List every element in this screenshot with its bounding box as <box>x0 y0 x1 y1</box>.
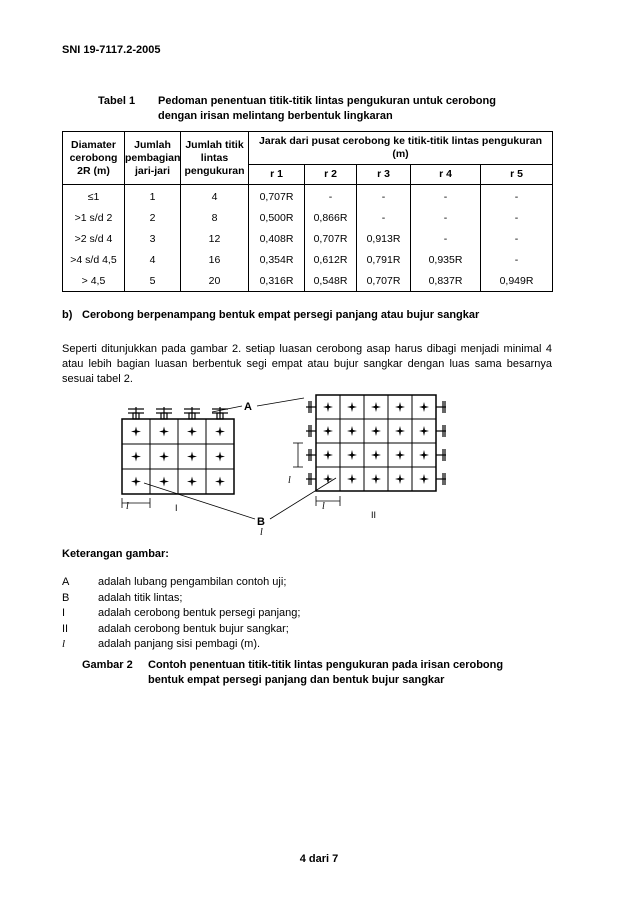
label-B: B <box>257 516 265 528</box>
label-I: I <box>175 503 178 513</box>
sampling-port <box>212 407 228 419</box>
table-cell: - <box>357 185 411 208</box>
figure-2-title-line1: Contoh penentuan titik-titik lintas pengukuran pada irisan cerobong <box>148 659 504 671</box>
sampling-port <box>436 425 446 437</box>
legend-title: Keterangan gambar: <box>62 548 169 560</box>
legend-list <box>62 575 300 653</box>
sampling-port <box>156 407 172 419</box>
legend-item: B adalah titik lintas; <box>62 591 183 604</box>
header-r2: r 2 <box>305 165 357 185</box>
traverse-point <box>371 450 381 460</box>
traverse-point <box>215 477 225 487</box>
table-cell: 0,316R <box>249 270 305 292</box>
traverse-point <box>395 474 405 484</box>
table-row <box>63 207 553 228</box>
header-jarak: Jarak dari pusat cerobong ke titik-titik lintas pengukuran (m) <box>249 132 553 165</box>
legend-item: I adalah cerobong bentuk persegi panjang; <box>62 607 301 619</box>
traverse-point <box>395 426 405 436</box>
table-row <box>63 270 553 292</box>
document-id: SNI 19-7117.2-2005 <box>62 44 161 56</box>
traverse-point <box>159 452 169 462</box>
traverse-point <box>159 427 169 437</box>
table-cell: 0,408R <box>249 228 305 249</box>
sampling-port <box>436 401 446 413</box>
legend-item: A adalah lubang pengambilan contoh uji; <box>62 576 287 588</box>
sampling-port <box>306 473 316 485</box>
header-diameter: Diamater cerobong 2R (m) <box>63 132 125 185</box>
table-cell: 0,707R <box>305 228 357 249</box>
traverse-point <box>347 426 357 436</box>
table-cell: - <box>481 228 553 249</box>
header-r5: r 5 <box>481 165 553 185</box>
table-cell: 0,548R <box>305 270 357 292</box>
traverse-point <box>347 402 357 412</box>
leader-line-B <box>144 483 255 519</box>
label-A: A <box>244 401 252 413</box>
table-cell: 3 <box>125 228 181 249</box>
section-b-title: Cerobong berpenampang bentuk empat persegi panjang atau bujur sangkar <box>82 309 480 321</box>
header-jumlah-pembagian: Jumlah pembagian jari-jari <box>125 132 181 185</box>
label-l-bottom: l <box>260 527 263 535</box>
label-l-square: l <box>322 501 325 512</box>
table-cell: - <box>411 207 481 228</box>
section-b-heading <box>62 309 479 321</box>
table-row <box>63 228 553 249</box>
table-cell: 4 <box>125 249 181 270</box>
figure-2-diagram <box>112 385 552 535</box>
table-cell: 0,612R <box>305 249 357 270</box>
table-cell: ≤1 <box>63 185 125 208</box>
traverse-point <box>187 427 197 437</box>
sampling-port <box>128 407 144 419</box>
traverse-point <box>347 474 357 484</box>
table-cell: 12 <box>181 228 249 249</box>
page-number: 4 dari 7 <box>299 853 339 865</box>
table-cell: 1 <box>125 185 181 208</box>
sampling-port <box>306 425 316 437</box>
traverse-point <box>131 477 141 487</box>
traverse-point <box>215 452 225 462</box>
table-1-label: Tabel 1 <box>98 95 136 107</box>
label-l-side: l <box>288 475 291 486</box>
table-cell: 20 <box>181 270 249 292</box>
traverse-point <box>187 477 197 487</box>
leader-line-B <box>270 478 336 519</box>
traverse-point <box>395 450 405 460</box>
traverse-point <box>323 426 333 436</box>
table-cell: >4 s/d 4,5 <box>63 249 125 270</box>
figure-2-label: Gambar 2 <box>82 659 133 671</box>
traverse-point <box>395 402 405 412</box>
table-cell: 5 <box>125 270 181 292</box>
table-cell: 0,949R <box>481 270 553 292</box>
table-cell: - <box>411 228 481 249</box>
traverse-point <box>323 402 333 412</box>
label-l-rect: l <box>126 501 129 512</box>
leader-line-A <box>257 398 304 406</box>
sampling-port <box>306 449 316 461</box>
table-cell: 0,791R <box>357 249 411 270</box>
table-cell: >2 s/d 4 <box>63 228 125 249</box>
table-cell: - <box>481 185 553 208</box>
table-1-caption <box>98 94 496 124</box>
sampling-port <box>306 401 316 413</box>
traverse-point <box>419 426 429 436</box>
figure-2-title-line2: bentuk empat persegi panjang dan bentuk bujur sangkar <box>148 674 445 686</box>
table-cell: 0,866R <box>305 207 357 228</box>
sampling-port <box>436 449 446 461</box>
traverse-point <box>419 450 429 460</box>
body-paragraph: Seperti ditunjukkan pada gambar 2. setiap luasan cerobong asap harus dibagi menjadi minimal 4 atau lebih bagian luasan berbentuk segi empat atau bujur sangkar dengan luas sama besarnya sesuai tabel 2. <box>62 343 552 385</box>
header-jumlah-titik: Jumlah titik lintas pengukuran <box>181 132 249 185</box>
header-r4: r 4 <box>411 165 481 185</box>
table-cell: 2 <box>125 207 181 228</box>
table-cell: - <box>481 249 553 270</box>
traverse-point <box>323 450 333 460</box>
legend-item: II adalah cerobong bentuk bujur sangkar; <box>62 622 289 635</box>
traverse-point <box>131 452 141 462</box>
figure-2-caption <box>82 658 503 688</box>
table-cell: - <box>481 207 553 228</box>
traverse-point <box>347 450 357 460</box>
sampling-port <box>184 407 200 419</box>
table-1 <box>62 131 553 292</box>
traverse-point <box>187 452 197 462</box>
traverse-point <box>371 474 381 484</box>
header-r1: r 1 <box>249 165 305 185</box>
traverse-point <box>131 427 141 437</box>
traverse-point <box>215 427 225 437</box>
table-cell: > 4,5 <box>63 270 125 292</box>
traverse-point <box>371 402 381 412</box>
table-row <box>63 185 553 208</box>
table-cell: 0,913R <box>357 228 411 249</box>
traverse-point <box>419 474 429 484</box>
table-cell: 8 <box>181 207 249 228</box>
sampling-port <box>436 473 446 485</box>
traverse-point <box>159 477 169 487</box>
legend-item: l adalah panjang sisi pembagi (m). <box>62 638 261 650</box>
table-1-title-line2: dengan irisan melintang berbentuk lingkaran <box>158 110 393 122</box>
table-cell: >1 s/d 2 <box>63 207 125 228</box>
table-cell: 0,500R <box>249 207 305 228</box>
table-cell: - <box>411 185 481 208</box>
table-cell: 0,707R <box>357 270 411 292</box>
table-cell: 0,837R <box>411 270 481 292</box>
table-cell: 4 <box>181 185 249 208</box>
header-r3: r 3 <box>357 165 411 185</box>
traverse-point <box>419 402 429 412</box>
table-1-title-line1: Pedoman penentuan titik-titik lintas pengukuran untuk cerobong <box>158 95 496 107</box>
table-cell: - <box>305 185 357 208</box>
table-cell: 16 <box>181 249 249 270</box>
traverse-point <box>371 426 381 436</box>
table-cell: 0,935R <box>411 249 481 270</box>
table-cell: 0,707R <box>249 185 305 208</box>
table-cell: - <box>357 207 411 228</box>
table-row <box>63 249 553 270</box>
table-cell: 0,354R <box>249 249 305 270</box>
label-II: II <box>371 510 377 520</box>
section-b-bullet: b) <box>62 309 73 321</box>
